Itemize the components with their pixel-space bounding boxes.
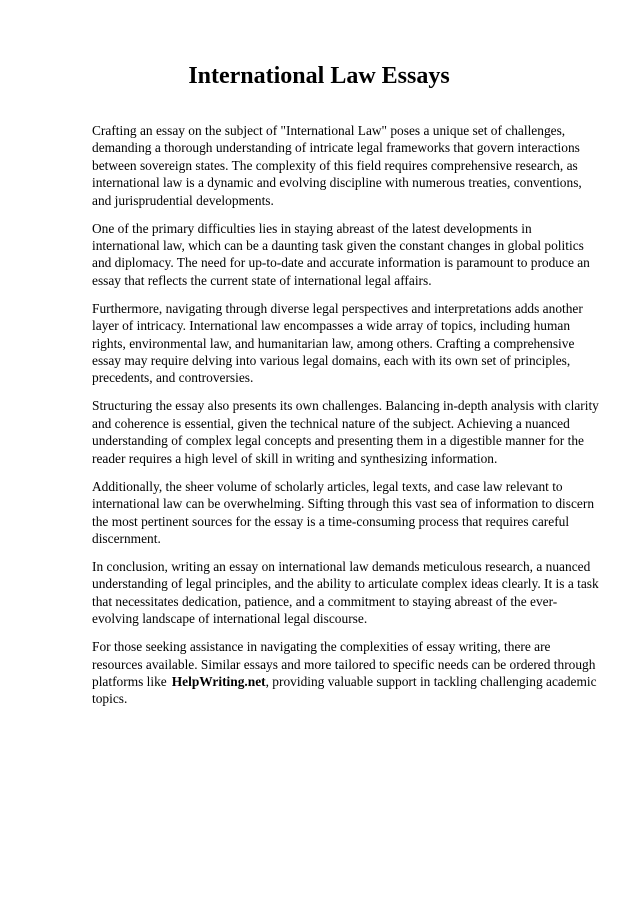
paragraph-structure: Structuring the essay also presents its own challenges. Balancing in-depth analysis with clarity and coherence is essential, given the technical nature of the subject. Achieving a nuanced understanding of complex legal concepts and presenting them in a digestible manner for the reader requires a high level of skill in writing and synthesizing information.: [92, 398, 599, 466]
paragraph-volume: Additionally, the sheer volume of scholarly articles, legal texts, and case law relevant to international law can be overwhelming. Sifting through this vast sea of information to discern the most pertinent sources for the essay is a time-consuming process that requires careful discernment.: [92, 478, 595, 546]
document-body: [92, 122, 600, 718]
paragraph-assistance: [92, 638, 600, 708]
document-title: International Law Essays: [188, 63, 450, 89]
assistance-text-before: For those seeking assistance in navigating the complexities of essay writing, there are resources available. Similar essays and more tailored to specific needs can be ordered through platforms like: [92, 639, 596, 689]
paragraph-perspectives: Furthermore, navigating through diverse legal perspectives and interpretations adds another layer of intricacy. International law encompasses a wide array of topics, including human rights, environmental law, and humanitarian law, among others. Crafting a comprehensive essay may require delving into various legal domains, each with its own set of principles, precedents, and controversies.: [92, 300, 583, 386]
assistance-text-after: , providing valuable support in tackling challenging academic topics.: [92, 673, 597, 707]
helpwriting-link[interactable]: HelpWriting.net: [171, 673, 266, 689]
paragraph-conclusion: In conclusion, writing an essay on international law demands meticulous research, a nuanced understanding of legal principles, and the ability to articulate complex ideas clearly. It is a task that necessitates dedication, patience, and a commitment to staying abreast of the ever-evolving landscape of international legal discourse.: [92, 558, 599, 627]
paragraph-difficulties: One of the primary difficulties lies in staying abreast of the latest developments in international law, which can be a daunting task given the constant changes in global politics and diplomacy. The need for up-to-date and accurate information is paramount to produce an essay that reflects the current state of international legal affairs.: [92, 220, 590, 288]
paragraph-intro: Crafting an essay on the subject of "International Law" poses a unique set of challenges, demanding a thorough understanding of intricate legal frameworks that govern interactions between sovereign states. The complexity of this field requires comprehensive research, as international law is a dynamic and evolving discipline with numerous treaties, conventions, and jurisprudential developments.: [92, 123, 582, 208]
